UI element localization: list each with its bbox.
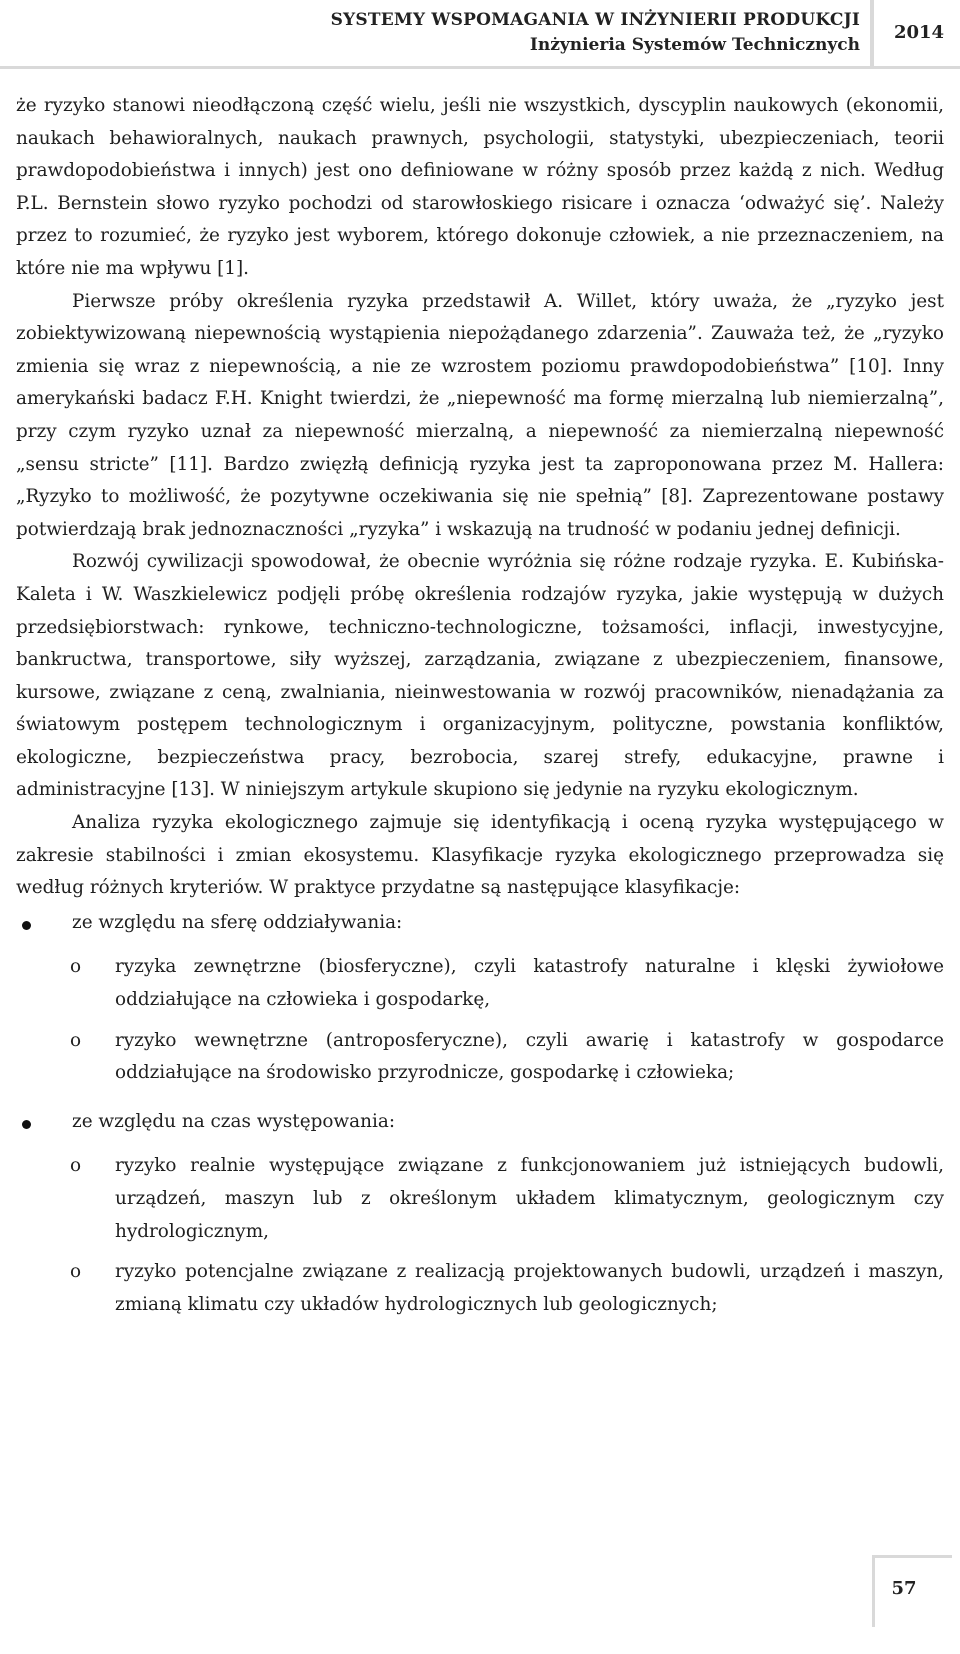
classification-item <box>16 907 944 1090</box>
header-vertical-rule <box>870 0 874 68</box>
page-number: 57 <box>891 1578 917 1599</box>
circle-bullet-icon: o <box>70 1261 82 1283</box>
sub-item-text: ryzyko realnie występujące związane z funkcjonowaniem już istniejących budowli, urządzeń, maszyn lub z określonym układem klimatycznym, geologicznym czy hydrologicznym, <box>115 1155 944 1242</box>
circle-bullet-icon: o <box>70 1155 82 1177</box>
header-titles <box>331 8 860 58</box>
sub-list-item <box>16 1150 944 1248</box>
header-year: 2014 <box>893 22 945 43</box>
paragraph-2: Pierwsze próby określenia ryzyka przedstawił A. Willet, który uważa, że „ryzyko jest zobiektywizowaną niepewnością wystąpienia niepożądanego zdarzenia”. Zauważa też, że „ryzyko zmienia się wraz z niepewnością, a nie ze wzrostem poziomu prawdopodobieństwa” [10]. Inny amerykański badacz F.H. Knight twierdzi, że „niepewność ma formę mierzalną lub niemierzalną”, przy czym ryzyko uznał za niepewność mierzalną, a niepewność za niemierzalną niepewność „sensu stricte” [11]. Bardzo zwięzłą definicją ryzyka jest ta zaproponowana przez M. Hallera: „Ryzyko to możliwość, że pozytywne oczekiwania się nie spełnią” [8]. Zaprezentowane postawy potwierdzają brak jednoznaczności „ryzyka” i wskazują na trudność w podaniu jednej definicji. <box>16 290 944 540</box>
sub-item-text: ryzyko potencjalne związane z realizacją projektowanych budowli, urządzeń i maszyn, zmianą klimatu czy układów hydrologicznych lub geologicznych; <box>115 1261 944 1315</box>
sub-list-item <box>16 1025 944 1090</box>
sub-list <box>72 1150 944 1321</box>
circle-bullet-icon: o <box>70 1029 82 1051</box>
classification-item <box>16 1106 944 1322</box>
article-body <box>16 90 944 1329</box>
bullet-icon <box>22 921 31 930</box>
circle-bullet-icon: o <box>70 956 82 978</box>
sub-list <box>72 951 944 1089</box>
classification-label: ze względu na sferę oddziaływania: <box>72 911 403 933</box>
sub-item-text: ryzyko wewnętrzne (antroposferyczne), czyli awarię i katastrofy w gospodarce oddziałujące na środowisko przyrodnicze, gospodarkę i człowieka; <box>115 1029 944 1084</box>
sub-list-item <box>16 1256 944 1321</box>
paragraph-4: Analiza ryzyka ekologicznego zajmuje się identyfikacją i oceną ryzyka występującego w zakresie stabilności i zmian ekosystemu. Klasyfikacje ryzyka ekologicznego przeprowadza się według różnych kryteriów. W praktyce przydatne są następujące klasyfikacje: <box>16 812 944 899</box>
bullet-icon <box>22 1120 31 1129</box>
paragraph-1: że ryzyko stanowi nieodłączoną część wielu, jeśli nie wszystkich, dyscyplin naukowych (ekonomii, naukach behawioralnych, naukach prawnych, psychologii, statystyki, ubezpieczeniach, teorii prawdopodobieństwa i innych) jest ono definiowane w różny sposób przez każdą z nich. Według P.L. Bernstein słowo ryzyko pochodzi od starowłoskiego risicare i oznacza ‘odważyć się’. Należy przez to rozumieć, że ryzyko jest wyborem, którego dokonuje człowiek, a nie przeznaczeniem, na które nie ma wpływu [1]. <box>16 95 944 279</box>
header-horizontal-rule <box>0 66 960 69</box>
sub-list-item <box>16 951 944 1016</box>
paragraph-3: Rozwój cywilizacji spowodował, że obecnie wyróżnia się różne rodzaje ryzyka. E. Kubińska-Kaleta i W. Waszkielewicz podjęli próbę określenia rodzajów ryzyka, jakie występują w dużych przedsiębiorstwach: rynkowe, techniczno-technologiczne, tożsamości, inflacji, inwestycyjne, bankructwa, transportowe, siły wyższej, zarządzania, związane z ubezpieczeniem, finansowe, kursowe, związane z ceną, zwalniania, nieinwestowania w rozwój pracowników, nienadążania za światowym postępem technologicznym i organizacyjnym, polityczne, powstania konfliktów, ekologiczne, bezpieczeństwa pracy, bezrobocia, szarej strefy, edukacyjne, prawne i administracyjne [13]. W niniejszym artykule skupiono się jedynie na ryzyku ekologicznym. <box>16 551 944 801</box>
journal-title: SYSTEMY WSPOMAGANIA W INŻYNIERII PRODUKCJI <box>330 10 860 30</box>
page-header <box>0 0 960 70</box>
journal-subtitle: Inżynieria Systemów Technicznych <box>529 35 860 55</box>
sub-item-text: ryzyka zewnętrzne (biosferyczne), czyli katastrofy naturalne i klęski żywiołowe oddziałujące na człowieka i gospodarkę, <box>115 956 944 1011</box>
classification-label: ze względu na czas występowania: <box>72 1110 396 1132</box>
classification-list <box>16 907 944 1322</box>
